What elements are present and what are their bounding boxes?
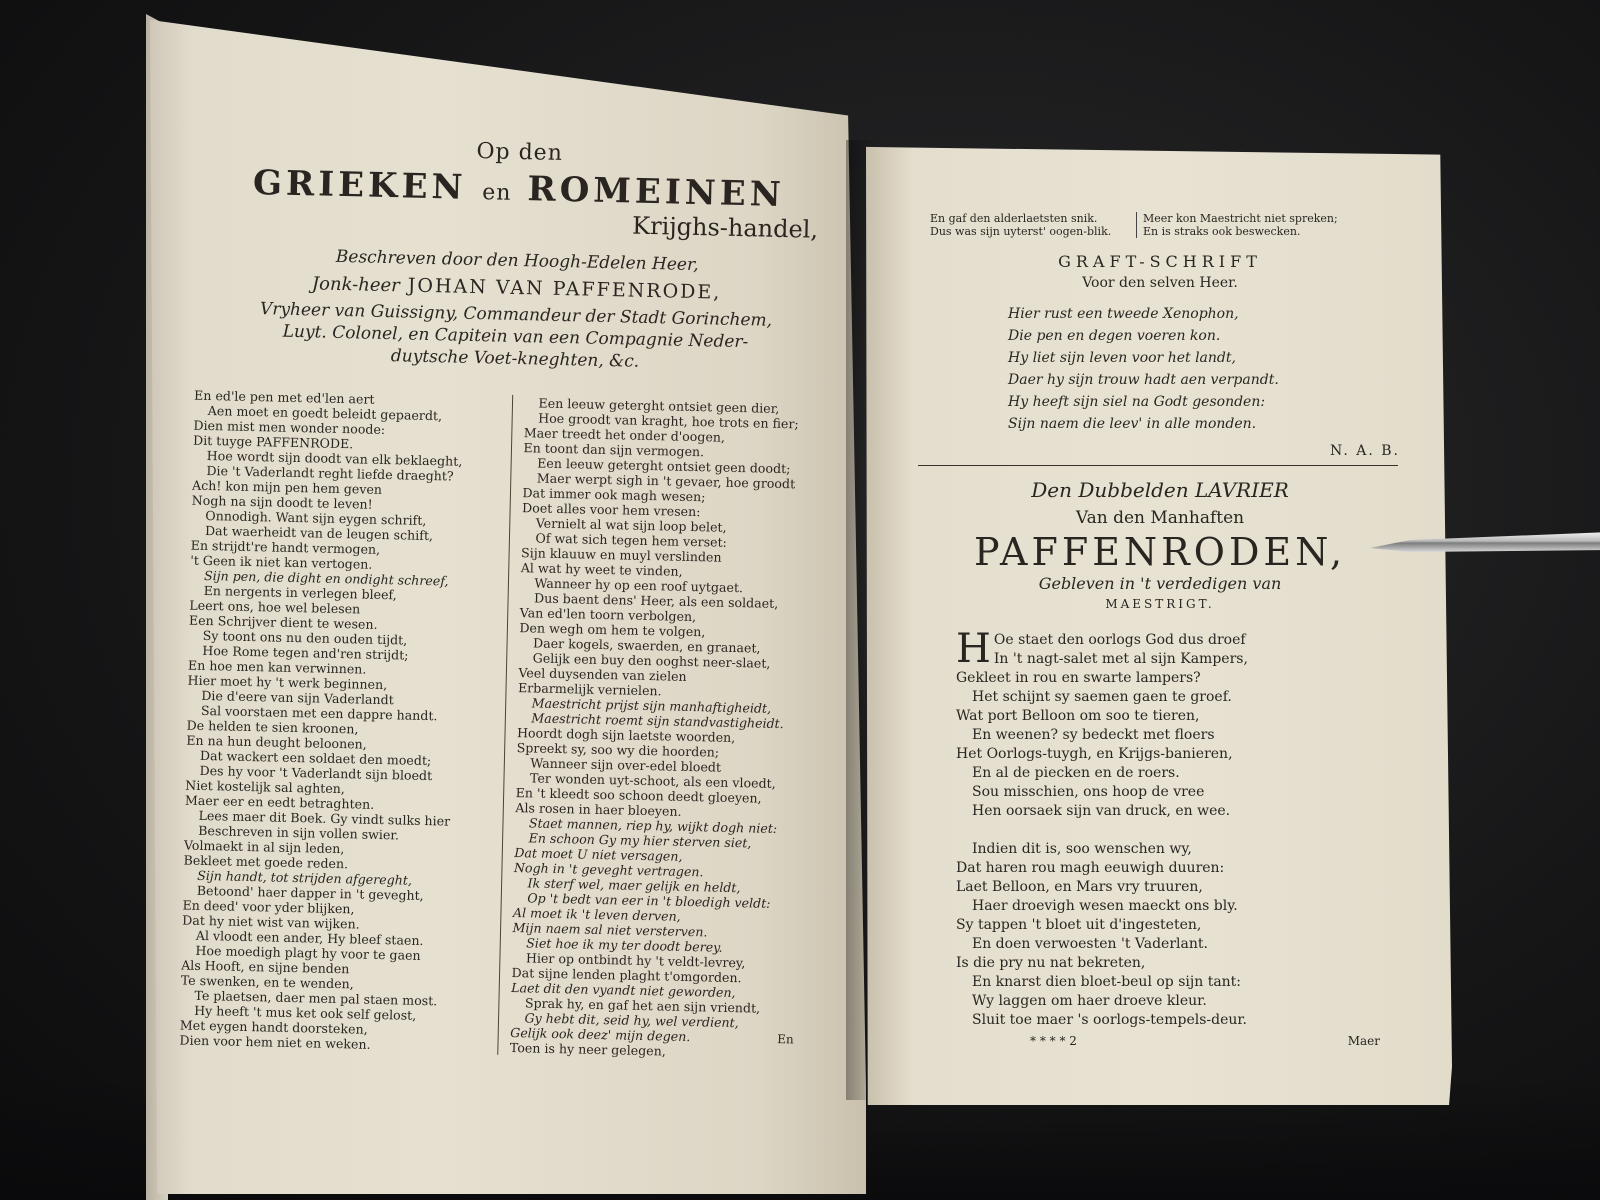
verse-line: Dus was sijn uyterst' oogen-blik. bbox=[930, 225, 1112, 238]
poem-line: Sy tappen 't bloet uit d'ingesteten, bbox=[956, 917, 1202, 933]
poem-line: Hier op ontbindt hy 't veldt-levrey, bbox=[525, 950, 746, 971]
poem-line: Dat waerheidt van de leugen schift, bbox=[204, 522, 434, 544]
poem-line: Beschreven in sijn vollen swier. bbox=[198, 822, 400, 843]
poem-line: Veel duysenden van zielen bbox=[518, 665, 687, 684]
heading-grieken: GRIEKEN bbox=[252, 162, 468, 208]
page-footer bbox=[1030, 1034, 1380, 1048]
poem-line: En strijdt're handt vermogen, bbox=[190, 537, 381, 557]
subtitle-voet-kneghten: duytsche Voet-kneghten, &c. bbox=[390, 346, 640, 372]
poem-line: Nogh na sijn doodt te leven! bbox=[191, 492, 373, 512]
poem-line: Gy hebt dit, seid hy, wel verdient, bbox=[524, 1010, 739, 1031]
poem-line: Laet dit den vyandt niet geworden, bbox=[511, 980, 736, 1001]
poem-line: Doet alles voor hem vresen: bbox=[521, 500, 701, 520]
poem-line: Een Schrijver dient te wesen. bbox=[188, 612, 378, 632]
poem-line: Sprak hy, en gaf het aen sijn vriendt, bbox=[524, 995, 761, 1016]
poem-line: Toen is hy neer gelegen, bbox=[509, 1040, 667, 1059]
poem-line: En 't kleedt soo schoon deedt gloeyen, bbox=[515, 785, 762, 806]
poem-line: Staet mannen, riep hy, wijkt dogh niet: bbox=[528, 815, 778, 837]
poem-line: Gelijk ook deez' mijn degen. bbox=[510, 1025, 691, 1045]
poem-line: Niet kostelijk sal aghten, bbox=[185, 777, 346, 797]
poem-line: Hier moet hy 't werk beginnen, bbox=[187, 672, 388, 693]
poem-line: Het schijnt sy saemen gaen te groef. bbox=[972, 689, 1232, 705]
poem-line: Sou misschien, ons hoop de vree bbox=[972, 784, 1205, 800]
poem-line: Ik sterf wel, maer gelijk en heldt, bbox=[527, 875, 741, 896]
drop-cap: H bbox=[956, 626, 991, 672]
poem-title-laurier: Den Dubbelden LAVRIER bbox=[1031, 478, 1289, 502]
poem-line: Volmaekt in al sijn leden, bbox=[183, 837, 345, 857]
signature-mark: * * * * 2 bbox=[1030, 1034, 1077, 1048]
poem-line: Al wat hy weet te vinden, bbox=[520, 560, 683, 579]
poem-line: Die d'eere van sijn Vaderlandt bbox=[201, 687, 394, 708]
poem-line: Hoe groodt van kraght, hoe trots en fier; bbox=[538, 410, 799, 432]
left-page-content bbox=[178, 133, 840, 1107]
poem-line: Wanneer hy op een roof uytgaet. bbox=[534, 575, 744, 596]
top-verse-left bbox=[930, 212, 1137, 238]
poem-line: Ter wonden uyt-schoot, als een vloedt, bbox=[529, 770, 776, 791]
heading-en: en bbox=[482, 180, 512, 206]
poem-line: Maestricht roemt sijn standvastigheidt. bbox=[531, 710, 784, 732]
poem-line: Gelijk een buy den ooghst neer-slaet, bbox=[532, 650, 771, 671]
poem-line: Sijn handt, tot strijden afgereght, bbox=[197, 867, 413, 888]
poem-line: Bekleet met goede reden. bbox=[183, 852, 349, 872]
poem-line: Daer kogels, swaerden, en granaet, bbox=[532, 635, 761, 656]
poem-line: Des hy voor 't Vaderlandt sijn bloedt bbox=[199, 762, 433, 784]
poem-line: Die 't Vaderlandt reght liefde draeght? bbox=[206, 462, 454, 484]
poem-line: En schoon Gy my hier sterven siet, bbox=[528, 830, 752, 851]
poem-line: Maer treedt het onder d'oogen, bbox=[523, 425, 726, 445]
poem-line: Leert ons, hoe wel belesen bbox=[189, 597, 361, 617]
poem-line: Hoe wordt sijn doodt van elk beklaeght, bbox=[206, 447, 463, 469]
poem-line: Sluit toe maer 's oorlogs-tempels-deur. bbox=[972, 1012, 1247, 1028]
subtitle-beschreven: Beschreven door den Hoogh-Edelen Heer, bbox=[335, 246, 699, 276]
poem-line: Te swenken, en te wenden, bbox=[180, 972, 354, 992]
epitaph-line: Die pen en degen voeren kon. bbox=[1008, 328, 1221, 344]
poem-line: En weenen? sy bedeckt met floers bbox=[972, 727, 1215, 743]
right-page-content bbox=[900, 212, 1420, 1092]
poem-line: Hoe moedigh plagt hy voor te gaen bbox=[195, 942, 421, 963]
epitaph-line: Hy liet sijn leven voor het landt, bbox=[1008, 350, 1236, 366]
top-verse-right bbox=[1137, 212, 1338, 238]
poem-line: Te plaetsen, daer men pal staen most. bbox=[194, 987, 438, 1009]
poem-line: En deed' voor yder blijken, bbox=[182, 897, 355, 917]
poem-line: Onnodigh. Want sijn eygen schrift, bbox=[205, 507, 427, 528]
poem-line: Vernielt al wat sijn loop belet, bbox=[535, 515, 727, 535]
poem-line: Gekleet in rou en swarte lampers? bbox=[956, 670, 1201, 686]
poem-line: De helden te sien kroonen, bbox=[186, 717, 359, 737]
poem-line: Hoe Rome tegen and'ren strijdt; bbox=[202, 642, 409, 663]
poem-line: Maer eer en eedt betraghten. bbox=[184, 792, 375, 812]
subtitle-jonkheer: Jonk-heer bbox=[311, 273, 400, 297]
poem-line: Van ed'len toorn verbolgen, bbox=[519, 605, 697, 625]
poem-line: Al vloodt een ander, Hy bleef staen. bbox=[195, 927, 424, 949]
poem-line: Als rosen in haer bloeyen. bbox=[515, 800, 682, 819]
poem-line: En nergents in verlegen bleef, bbox=[203, 582, 397, 603]
poem-line: Erbarmelijk vernielen. bbox=[517, 680, 662, 699]
poem-line: Laet Belloon, en Mars vry truuren, bbox=[956, 879, 1203, 895]
poem-line: Sijn klauuw en muyl verslinden bbox=[520, 545, 722, 565]
poem-line: Dien voor hem niet en weken. bbox=[179, 1032, 371, 1052]
poem-line: En al de piecken en de roers. bbox=[972, 765, 1180, 781]
poem-line: Als Hooft, en sijne benden bbox=[181, 957, 350, 977]
left-catchword: En bbox=[777, 1032, 794, 1047]
poem-line: Met eygen handt doorsteken, bbox=[179, 1017, 368, 1037]
poem-title-manhaften: Van den Manhaften bbox=[1075, 508, 1245, 528]
top-verse bbox=[930, 212, 1420, 238]
poem-line: En ed'le pen met ed'len aert bbox=[193, 387, 375, 407]
poem-line: En hoe men kan verwinnen. bbox=[187, 657, 367, 677]
poem-line: Dat sijne lenden plaght t'omgorden. bbox=[511, 965, 742, 986]
poem-line: Betoond' haer dapper in 't geveght, bbox=[196, 882, 424, 904]
poem-line: Haer droevigh wesen maeckt ons bly. bbox=[972, 898, 1238, 914]
epitaph-initials: N. A. B. bbox=[1329, 443, 1400, 459]
poem-line: En doen verwoesten 't Vaderlant. bbox=[972, 936, 1208, 952]
epitaph bbox=[1008, 303, 1420, 435]
poem-line: Dat moet U niet versagen, bbox=[514, 845, 683, 864]
subtitle-colonel: Luyt. Colonel, en Capitein van een Compagnie Neder- bbox=[282, 321, 749, 353]
poem-line: Lees maer dit Boek. Gy vindt sulks hier bbox=[198, 807, 451, 829]
subtitle-author-name: JOHAN VAN PAFFENRODE, bbox=[407, 274, 722, 304]
poem-column-2 bbox=[510, 395, 834, 1062]
poem-line: Ach! kon mijn pen hem geven bbox=[191, 477, 383, 497]
poem-line: Indien dit is, soo wenschen wy, bbox=[972, 841, 1192, 857]
poem-line: Dus baent dens' Heer, als een soldaet, bbox=[533, 590, 779, 611]
poem-line: Al moet ik 't leven derven, bbox=[512, 905, 681, 924]
verse-line: En is straks ook beswecken. bbox=[1143, 225, 1301, 238]
poem-title-maestrigt: MAESTRIGT. bbox=[1105, 597, 1215, 611]
poem-line: Maestricht prijst sijn manhaftigheidt, bbox=[531, 695, 772, 716]
poem-line: Nogh in 't geveght vertragen. bbox=[513, 860, 704, 880]
poem-line bbox=[956, 821, 1420, 840]
poem-line: Sijn pen, die dight en ondight schreef, bbox=[203, 567, 449, 589]
poem-line: Dat immer ook magh wesen; bbox=[522, 485, 706, 505]
poem-line: Sal voorstaen met een dappre handt. bbox=[200, 702, 438, 724]
poem-line: Dit tuyge PAFFENRODE. bbox=[192, 432, 354, 452]
poem-column-1 bbox=[179, 388, 512, 1055]
poem-laurier bbox=[956, 626, 1420, 1030]
graft-schrift-subtitle: Voor den selven Heer. bbox=[1082, 275, 1238, 291]
poem-line: Dien mist men wonder noode: bbox=[193, 417, 386, 438]
poem-line: En na hun deught beloonen, bbox=[186, 732, 367, 752]
left-title-block bbox=[195, 133, 840, 376]
poem-line: En toont dan sijn vermogen. bbox=[523, 440, 705, 460]
poem-line: Maer werpt sigh in 't gevaer, hoe groodt bbox=[536, 470, 796, 492]
poem-line-text: Oe staet den oorlogs God dus droef bbox=[993, 632, 1246, 648]
epitaph-line: Sijn naem die leev' in alle monden. bbox=[1008, 416, 1257, 432]
poem-line: Siet hoe ik my ter doodt berey. bbox=[526, 935, 723, 955]
heading-romeinen: ROMEINEN bbox=[526, 169, 786, 216]
poem-line: Sy toont ons nu den ouden tijdt, bbox=[202, 627, 408, 648]
poem-line: Op 't bedt van eer in 't bloedigh veldt: bbox=[527, 890, 771, 911]
poem-line: En knarst dien bloet-beul op sijn tant: bbox=[972, 974, 1242, 990]
heading-krijghs-handel: Krijghs-handel, bbox=[631, 211, 819, 244]
poem-line: Wy laggen om haer droeve kleur. bbox=[972, 993, 1207, 1009]
poem-line: Wanneer sijn over-edel bloedt bbox=[530, 755, 722, 775]
poem-line: In 't nagt-salet met al sijn Kampers, bbox=[993, 651, 1248, 667]
poem-line: Mijn naem sal niet versterven. bbox=[512, 920, 708, 940]
poem-line: Is die pry nu nat bekreten, bbox=[956, 955, 1146, 971]
poem-line: Spreekt sy, soo wy die hoorden; bbox=[516, 740, 720, 760]
subtitle-vryheer: Vryheer van Guissigny, Commandeur der Stadt Gorinchem, bbox=[259, 299, 773, 331]
poem-line: Een leeuw geterght ontsiet geen doodt; bbox=[537, 455, 791, 477]
poem-line: Hen oorsaek sijn van druck, en wee. bbox=[972, 803, 1231, 819]
poem-title-gebleven: Gebleven in 't verdedigen van bbox=[1038, 574, 1282, 593]
poem-line: Of wat sich tegen hem verset: bbox=[535, 530, 728, 550]
poem-line: Dat haren rou magh eeuwigh duuren: bbox=[956, 860, 1225, 876]
epitaph-line: Hier rust een tweede Xenophon, bbox=[1008, 306, 1239, 322]
heading-op-den: Op den bbox=[476, 139, 564, 166]
letter-opener-knife bbox=[1370, 528, 1600, 558]
epitaph-line: Daer hy sijn trouw hadt aen verpandt. bbox=[1008, 372, 1279, 388]
poem-line: Hoordt dogh sijn laetste woorden, bbox=[516, 725, 736, 746]
poem-line: Den wegh om hem te volgen, bbox=[519, 620, 706, 640]
poem-line: Een leeuw geterght ontsiet geen dier, bbox=[538, 395, 780, 416]
poem-line: Wat port Belloon om soo te tieren, bbox=[956, 708, 1200, 724]
poem-line: Hy heeft 't mus ket ook self gelost, bbox=[194, 1002, 417, 1023]
poem-title-paffenroden: PAFFENRODEN, bbox=[973, 530, 1347, 574]
section-divider bbox=[918, 465, 1398, 466]
epitaph-line: Hy heeft sijn siel na Godt gesonden: bbox=[1008, 394, 1266, 410]
verse-line: En gaf den alderlaetsten snik. bbox=[930, 212, 1098, 225]
verse-line: Meer kon Maestricht niet spreken; bbox=[1143, 212, 1338, 225]
poem-line: Aen moet en goedt beleidt gepaerdt, bbox=[207, 402, 443, 424]
poem-line: Het Oorlogs-tuygh, en Krijgs-banieren, bbox=[956, 746, 1233, 762]
graft-schrift-title: GRAFT-SCHRIFT bbox=[1058, 252, 1262, 271]
poem-line: Dat wackert een soldaet den moedt; bbox=[199, 747, 432, 769]
poem-line: Dat hy niet wist van wijken. bbox=[182, 912, 360, 932]
poem-line: 't Geen ik niet kan vertogen. bbox=[190, 552, 373, 572]
poem-columns bbox=[179, 388, 834, 1062]
right-catchword: Maer bbox=[1347, 1034, 1380, 1048]
